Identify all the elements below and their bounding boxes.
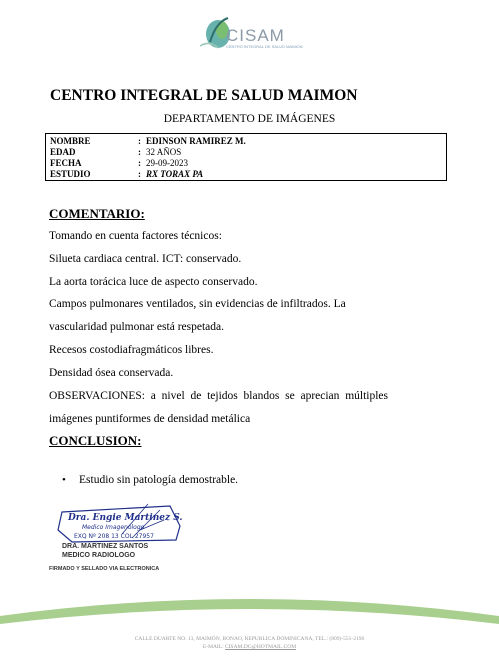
logo-brand-text: CISAM <box>226 26 285 45</box>
electronic-signature-note: FIRMADO Y SELLADO VIA ELECTRONICA <box>49 566 160 572</box>
stamp-title-text: Medico Imagenologo <box>82 524 145 531</box>
report-line: La aorta torácica luce de aspecto conservado. <box>49 276 258 288</box>
footer-email-link[interactable]: CISAM.DG@HOTMAIL.COM <box>225 644 297 650</box>
field-label: EDAD <box>50 147 76 157</box>
field-separator: : <box>138 147 141 157</box>
field-separator: : <box>138 169 141 179</box>
bullet-icon: • <box>62 474 66 486</box>
field-separator: : <box>138 158 141 168</box>
logo-tagline: CENTRO INTEGRAL DE SALUD MAIMON <box>226 44 303 49</box>
observations-line: OBSERVACIONES: a nivel de tejidos blandos se aprecian múltiples <box>49 390 388 402</box>
stamp-name-text: Dra. Engie Martinez S. <box>68 513 183 523</box>
report-line: vascularidad pulmonar está respetada. <box>49 321 224 333</box>
patient-age-value: 32 AÑOS <box>146 147 182 157</box>
field-label: FECHA <box>50 158 82 168</box>
report-line: Densidad ósea conservada. <box>49 367 174 379</box>
report-line: Recesos costodiafragmáticos libres. <box>49 344 214 356</box>
patient-info-box <box>45 133 447 181</box>
stamp-exequatur-text: EXQ Nº 208 13 COL 27957 <box>74 533 154 540</box>
conclusion-heading: CONCLUSION: <box>49 433 142 448</box>
patient-row-study <box>50 169 203 179</box>
footer-email-label: E-MAIL: <box>202 644 224 650</box>
patient-row-name <box>50 136 246 146</box>
signer-name: DRA. MARTINEZ SANTOS <box>62 543 149 550</box>
patient-name-value: EDINSON RAMIREZ M. <box>146 136 246 146</box>
field-label: ESTUDIO <box>50 169 91 179</box>
signature-stamp <box>52 500 192 546</box>
study-type-value: RX TORAX PA <box>146 169 204 179</box>
signer-title: MEDICO RADIOLOGO <box>62 552 136 559</box>
department-title: DEPARTAMENTO DE IMÁGENES <box>163 113 336 125</box>
report-line: Tomando en cuenta factores técnicos: <box>49 230 222 242</box>
field-separator: : <box>138 136 141 146</box>
report-line: Campos pulmonares ventilados, sin evidencias de infiltrados. La <box>49 298 346 310</box>
patient-row-date <box>50 158 188 168</box>
patient-row-age <box>50 147 181 157</box>
page-title: CENTRO INTEGRAL DE SALUD MAIMON <box>50 87 358 104</box>
study-date-value: 29-09-2023 <box>146 158 188 168</box>
conclusion-text: Estudio sin patología demostrable. <box>79 474 239 486</box>
report-line: imágenes puntiformes de densidad metálica <box>49 413 251 425</box>
field-label: NOMBRE <box>50 136 91 146</box>
comment-heading: COMENTARIO: <box>49 206 145 221</box>
footer-email <box>0 644 499 650</box>
footer-address: CALLE DUARTE NO. 13, MAIMÓN, BONAO, REPUBLICA DOMINICANA, TEL.: (809)-551-2196 <box>134 636 365 642</box>
report-line: Silueta cardiaca central. ICT: conservado. <box>49 253 242 265</box>
